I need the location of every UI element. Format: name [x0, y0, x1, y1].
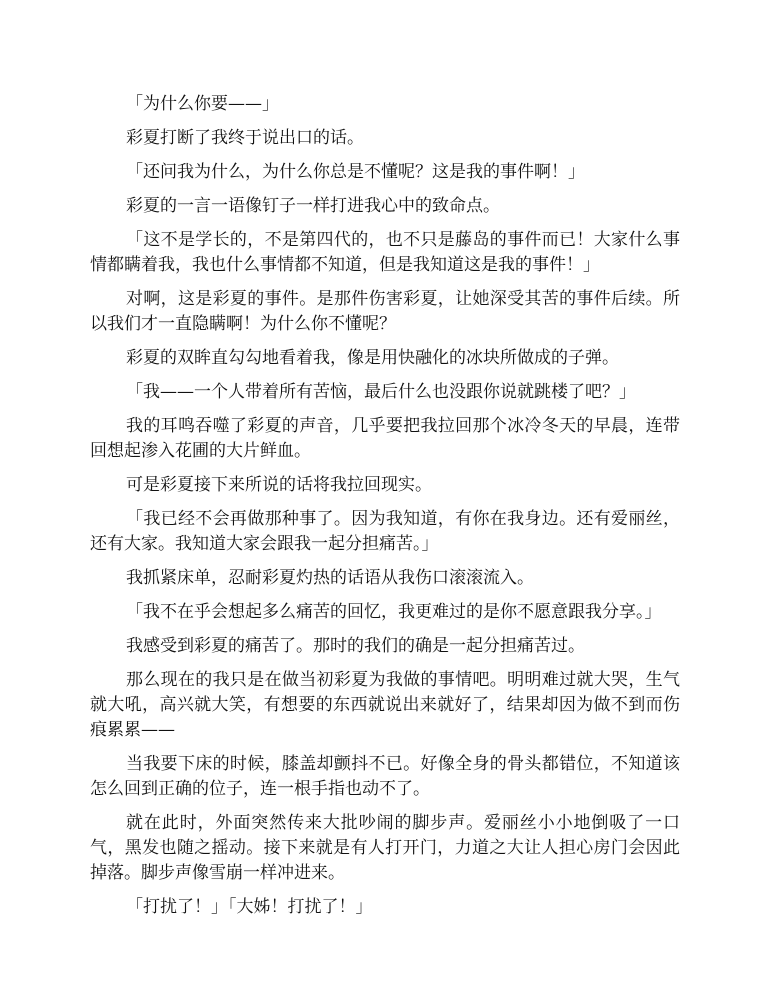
- paragraph: 那么现在的我只是在做当初彩夏为我做的事情吧。明明难过就大哭，生气就大吼，高兴就大笑，有想要的东西就说出来就好了，结果却因为做不到而伤痕累累——: [90, 670, 680, 740]
- paragraph: 「我已经不会再做那种事了。因为我知道，有你在我身边。还有爱丽丝，还有大家。我知道大家会跟我一起分担痛苦。」: [90, 509, 680, 554]
- paragraph: 我感受到彩夏的痛苦了。那时的我们的确是一起分担痛苦过。: [126, 636, 585, 656]
- paragraph: 彩夏的一言一语像钉子一样打进我心中的致命点。: [126, 196, 500, 216]
- paragraph: 「我不在乎会想起多么痛苦的回忆，我更难过的是你不愿意跟我分享。」: [126, 602, 662, 622]
- document-page: [90, 92, 680, 929]
- paragraph: 「我——一个人带着所有苦恼，最后什么也没跟你说就跳楼了吧？」: [126, 382, 636, 402]
- paragraph: 「还问我为什么，为什么你总是不懂呢？这是我的事件啊！」: [126, 162, 585, 182]
- paragraph: 可是彩夏接下来所说的话将我拉回现实。: [126, 475, 432, 495]
- paragraph: 就在此时，外面突然传来大批吵闹的脚步声。爱丽丝小小地倒吸了一口气，黑发也随之摇动。接下来就是有人打开门，力道之大让人担心房门会因此掉落。脚步声像雪崩一样冲进来。: [90, 813, 680, 883]
- paragraph: 对啊，这是彩夏的事件。是那件伤害彩夏，让她深受其苦的事件后续。所以我们才一直隐瞒啊！为什么你不懂呢？: [90, 289, 680, 334]
- paragraph: 我抓紧床单，忍耐彩夏灼热的话语从我伤口滚滚流入。: [126, 568, 534, 588]
- paragraph: 我的耳鸣吞噬了彩夏的声音，几乎要把我拉回那个冰冷冬天的早晨，连带回想起渗入花圃的大片鲜血。: [90, 416, 680, 461]
- paragraph: 「打扰了！」「大姊！打扰了！」: [126, 897, 373, 917]
- paragraph: 当我要下床的时候，膝盖却颤抖不已。好像全身的骨头都错位，不知道该怎么回到正确的位子，连一根手指也动不了。: [90, 754, 680, 799]
- paragraph: 彩夏的双眸直勾勾地看着我，像是用快融化的冰块所做成的子弹。: [126, 348, 619, 368]
- paragraph: 彩夏打断了我终于说出口的话。: [126, 128, 364, 148]
- paragraph: 「为什么你要——」: [126, 94, 279, 114]
- paragraph: 「这不是学长的，不是第四代的，也不只是藤岛的事件而已！大家什么事情都瞒着我，我也什么事情都不知道，但是我知道这是我的事件！」: [90, 230, 680, 275]
